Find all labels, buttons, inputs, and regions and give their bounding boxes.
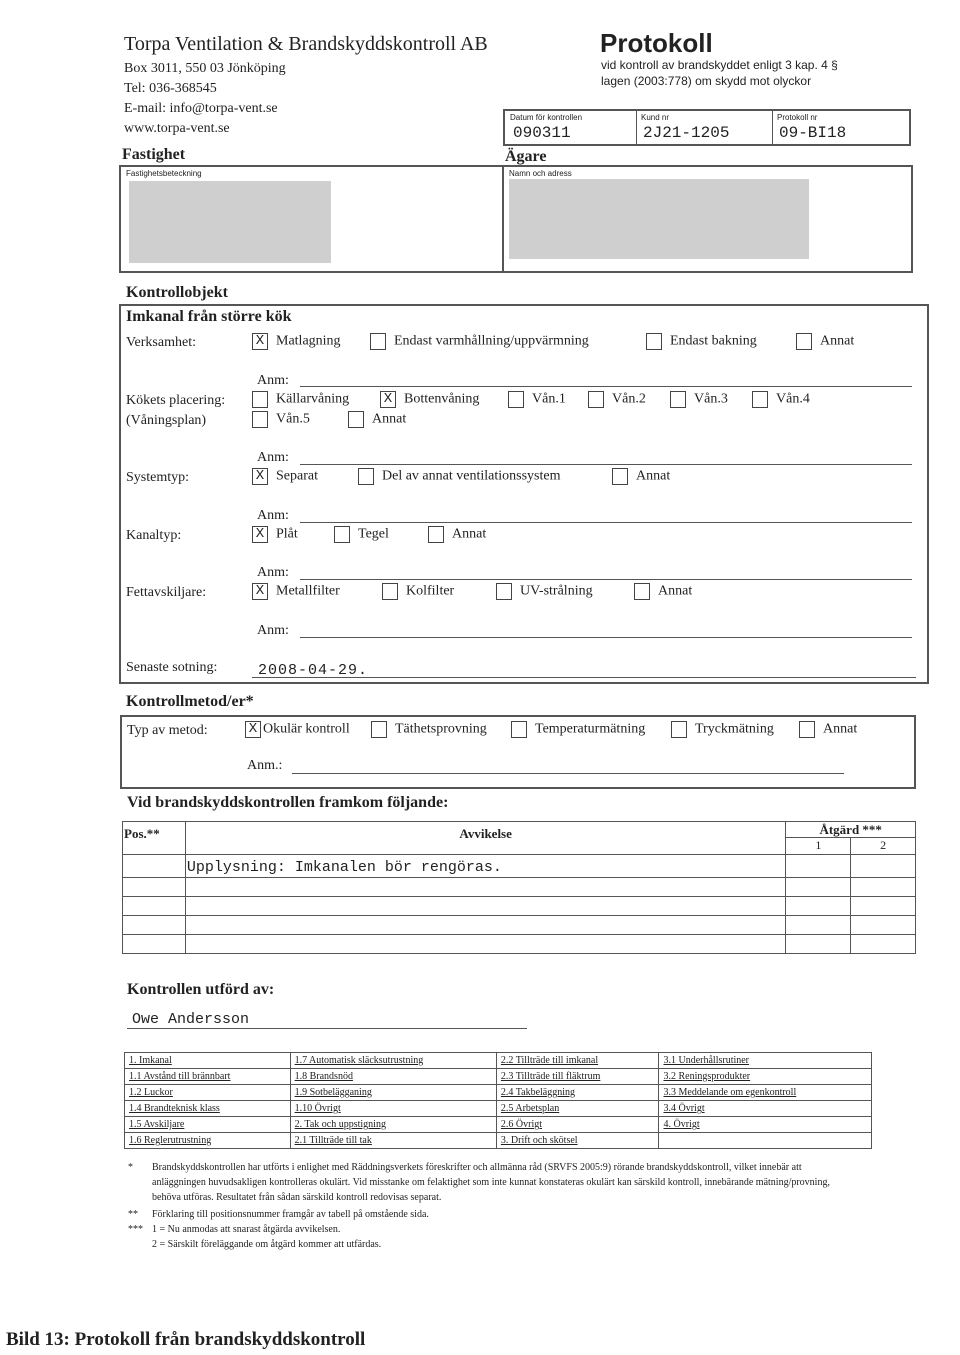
option-van2: Vån.2 [612, 391, 646, 407]
reference-cell [659, 1133, 872, 1149]
checkbox-bottenvaning[interactable]: X [380, 391, 396, 408]
checkbox-del-av-annat[interactable] [358, 468, 374, 485]
method-label: Typ av metod: [127, 723, 208, 738]
findings-heading: Vid brandskyddskontrollen framkom följande: [127, 794, 449, 811]
date-value: 090311 [513, 124, 571, 142]
company-email: E-mail: info@torpa-vent.se [124, 101, 278, 116]
reference-cell: 1.4 Brandteknisk klass [125, 1101, 291, 1117]
note-3-mark: *** [128, 1224, 143, 1235]
option-verksamhet-annat: Annat [820, 333, 855, 349]
option-tryck: Tryckmätning [695, 721, 774, 737]
option-matlagning: Matlagning [276, 333, 341, 349]
verksamhet-label: Verksamhet: [126, 335, 196, 350]
anm-line-fettavskiljare[interactable] [300, 623, 912, 638]
note-3b: 2 = Särskilt föreläggande om åtgärd kommer att utfärdas. [152, 1239, 382, 1250]
table-row [123, 878, 916, 897]
table-row [125, 1117, 872, 1133]
note-2: Förklaring till positionsnummer framgår av tabell på omstående sida. [152, 1209, 429, 1220]
reference-cell: 1.2 Luckor [125, 1085, 291, 1101]
col-atgard: Åtgärd *** [786, 822, 915, 838]
option-method-annat: Annat [823, 721, 858, 737]
checkbox-okular[interactable]: X [245, 721, 261, 738]
option-metallfilter: Metallfilter [276, 583, 340, 599]
placering-label-1: Kökets placering: [126, 393, 226, 408]
method-row [127, 721, 907, 743]
table-row [123, 916, 916, 935]
performed-name: Owe Andersson [132, 1011, 250, 1028]
col-atgard-1: 1 [786, 838, 851, 854]
col-atgard-2: 2 [880, 838, 887, 852]
option-van4: Vån.4 [776, 391, 810, 407]
reference-cell: 3.1 Underhållsrutiner [659, 1053, 872, 1069]
checkbox-fett-annat[interactable] [634, 583, 650, 600]
option-plat: Plåt [276, 526, 298, 542]
checkbox-placering-annat[interactable] [348, 411, 364, 428]
checkbox-matlagning[interactable]: X [252, 333, 268, 350]
owner-redacted [509, 179, 809, 259]
reference-cell: 1.10 Övrigt [290, 1101, 496, 1117]
reference-cell: 2.1 Tillträde till tak [290, 1133, 496, 1149]
property-heading: Fastighet [122, 146, 186, 163]
table-row [123, 935, 916, 954]
checkbox-temperatur[interactable] [511, 721, 527, 738]
date-label: Datum för kontrollen [510, 113, 583, 122]
checkbox-metallfilter[interactable]: X [252, 583, 268, 600]
systemtyp-row [126, 468, 916, 490]
table-row [123, 897, 916, 916]
option-fett-annat: Annat [658, 583, 693, 599]
protocol-no-value: 09-BI18 [779, 124, 847, 142]
notes [128, 1160, 848, 1252]
option-bakning: Endast bakning [670, 333, 757, 349]
anm-line-verksamhet[interactable] [300, 372, 912, 387]
checkbox-kolfilter[interactable] [382, 583, 398, 600]
option-del-av-annat: Del av annat ventilationssystem [382, 468, 561, 484]
protocol-subtitle-1: vid kontroll av brandskyddet enligt 3 kap. 4 § [601, 58, 838, 72]
reference-cell: 3.2 Reningsprodukter [659, 1069, 872, 1085]
finding-text: Upplysning: Imkanalen bör rengöras. [186, 859, 502, 876]
kanaltyp-row [126, 526, 916, 548]
reference-cell: 1. Imkanal [125, 1053, 291, 1069]
checkbox-van5[interactable] [252, 411, 268, 428]
company-address: Box 3011, 550 03 Jönköping [124, 61, 286, 76]
reference-cell: 2.4 Takbeläggning [496, 1085, 659, 1101]
anm-label-kanaltyp: Anm: [257, 565, 289, 580]
anm-label-verksamhet: Anm: [257, 373, 289, 388]
method-anm-line[interactable] [292, 759, 844, 774]
checkbox-van4[interactable] [752, 391, 768, 408]
anm-label-placering: Anm: [257, 450, 289, 465]
reference-cell: 2.5 Arbetsplan [496, 1101, 659, 1117]
protocol-id-box [503, 109, 911, 146]
protocol-no-label: Protokoll nr [777, 113, 818, 122]
fettavskiljare-row [126, 583, 916, 605]
checkbox-verksamhet-annat[interactable] [796, 333, 812, 350]
reference-cell: 2.3 Tillträde till fläktrum [496, 1069, 659, 1085]
anm-line-kanaltyp[interactable] [300, 565, 912, 580]
customer-value: 2J21-1205 [643, 124, 730, 142]
option-van3: Vån.3 [694, 391, 728, 407]
note-1: Brandskyddskontrollen har utförts i enlighet med Räddningsverkets föreskrifter och allmänna råd (SRVFS 2005:9) rörande brandskyddskontroll, vilket innebär att anläggningen huvudsakligen kontrolleras okulärt. Vid misstanke om felaktighet som inte kunnat konstateras okulärt kan särskild kontroll, innebärande mätning/provning, behöva utföras. Resultatet från sådan särskild kontroll redovisas separat. [152, 1162, 830, 1203]
reference-cell: 3. Drift och skötsel [496, 1133, 659, 1149]
fettavskiljare-label: Fettavskiljare: [126, 585, 207, 600]
option-varmhallning: Endast varmhållning/uppvärmning [394, 333, 589, 349]
checkbox-tathet[interactable] [371, 721, 387, 738]
option-kolfilter: Kolfilter [406, 583, 455, 599]
table-row [123, 855, 916, 878]
property-owner-box [119, 165, 913, 273]
property-redacted [129, 181, 331, 263]
reference-cell: 3.4 Övrigt [659, 1101, 872, 1117]
option-kanaltyp-annat: Annat [452, 526, 487, 542]
object-subheading: Imkanal från större kök [126, 308, 292, 325]
reference-cell: 3.3 Meddelande om egenkontroll [659, 1085, 872, 1101]
reference-cell: 2.2 Tillträde till imkanal [496, 1053, 659, 1069]
reference-cell: 4. Övrigt [659, 1117, 872, 1133]
reference-cell: 1.8 Brandsnöd [290, 1069, 496, 1085]
sotning-label: Senaste sotning: [126, 660, 218, 675]
company-tel: Tel: 036-368545 [124, 81, 217, 96]
systemtyp-label: Systemtyp: [126, 470, 190, 485]
option-uv: UV-strålning [520, 583, 593, 599]
sotning-value: 2008-04-29. [258, 662, 369, 679]
option-van1: Vån.1 [532, 391, 566, 407]
checkbox-kallarvaning[interactable] [252, 391, 268, 408]
note-3a: 1 = Nu anmodas att snarast åtgärda avvikelsen. [152, 1224, 341, 1235]
checkbox-van1[interactable] [508, 391, 524, 408]
verksamhet-row [126, 333, 916, 355]
checkbox-varmhallning[interactable] [370, 333, 386, 350]
checkbox-tryck[interactable] [671, 721, 687, 738]
method-heading: Kontrollmetod/er* [126, 693, 254, 710]
checkbox-van2[interactable] [588, 391, 604, 408]
table-row [125, 1053, 872, 1069]
checkbox-separat[interactable]: X [252, 468, 268, 485]
option-systemtyp-annat: Annat [636, 468, 671, 484]
sotning-line[interactable] [252, 662, 916, 678]
note-1-mark: * [128, 1162, 133, 1173]
table-row [125, 1133, 872, 1149]
option-okular: Okulär kontroll [263, 721, 350, 737]
option-tegel: Tegel [358, 526, 389, 542]
option-placering-annat: Annat [372, 411, 407, 427]
method-anm-label: Anm.: [247, 758, 283, 773]
object-heading: Kontrollobjekt [126, 284, 228, 301]
option-separat: Separat [276, 468, 318, 484]
reference-cell: 2.6 Övrigt [496, 1117, 659, 1133]
performed-heading: Kontrollen utförd av: [127, 981, 275, 998]
reference-cell: 2. Tak och uppstigning [290, 1117, 496, 1133]
reference-cell: 1.7 Automatisk släcksutrustning [290, 1053, 496, 1069]
protocol-title: Protokoll [600, 28, 713, 58]
customer-label: Kund nr [641, 113, 670, 122]
reference-cell: 1.1 Avstånd till brännbart [125, 1069, 291, 1085]
checkbox-uv[interactable] [496, 583, 512, 600]
anm-line-systemtyp[interactable] [300, 508, 912, 523]
checkbox-plat[interactable]: X [252, 526, 268, 543]
performed-line [127, 1012, 527, 1029]
table-row [125, 1069, 872, 1085]
reference-cell: 1.6 Reglerutrustning [125, 1133, 291, 1149]
option-tathet: Täthetsprovning [395, 721, 487, 737]
checkbox-van3[interactable] [670, 391, 686, 408]
table-row [125, 1101, 872, 1117]
placering-label-2: (Våningsplan) [126, 413, 207, 428]
owner-field-label: Namn och adress [509, 169, 572, 178]
company-web: www.torpa-vent.se [124, 121, 230, 136]
company-name: Torpa Ventilation & Brandskyddskontroll AB [124, 33, 488, 55]
note-2-mark: ** [128, 1209, 138, 1220]
option-van5: Vån.5 [276, 411, 310, 427]
anm-label-fettavskiljare: Anm: [257, 623, 289, 638]
figure-caption: Bild 13: Protokoll från brandskyddskontroll [6, 1329, 366, 1350]
placering-row [126, 391, 916, 435]
checkbox-kanaltyp-annat[interactable] [428, 526, 444, 543]
anm-line-placering[interactable] [300, 450, 912, 465]
option-kallarvaning: Källarvåning [276, 391, 350, 407]
anm-label-systemtyp: Anm: [257, 508, 289, 523]
findings-table [122, 821, 916, 971]
col-avvikelse: Avvikelse [459, 826, 512, 841]
reference-cell: 1.5 Avskiljare [125, 1117, 291, 1133]
checkbox-method-annat[interactable] [799, 721, 815, 738]
property-field-label: Fastighetsbeteckning [126, 169, 202, 178]
reference-table [124, 1052, 872, 1149]
protocol-subtitle-2: lagen (2003:778) om skydd mot olyckor [601, 74, 812, 88]
reference-cell: 1.9 Sotbelägganing [290, 1085, 496, 1101]
owner-heading: Ägare [505, 148, 547, 165]
kanaltyp-label: Kanaltyp: [126, 528, 182, 543]
checkbox-tegel[interactable] [334, 526, 350, 543]
checkbox-systemtyp-annat[interactable] [612, 468, 628, 485]
col-pos: Pos.** [124, 826, 160, 841]
checkbox-bakning[interactable] [646, 333, 662, 350]
option-temperatur: Temperaturmätning [535, 721, 646, 737]
table-row [125, 1085, 872, 1101]
option-bottenvaning: Bottenvåning [404, 391, 480, 407]
